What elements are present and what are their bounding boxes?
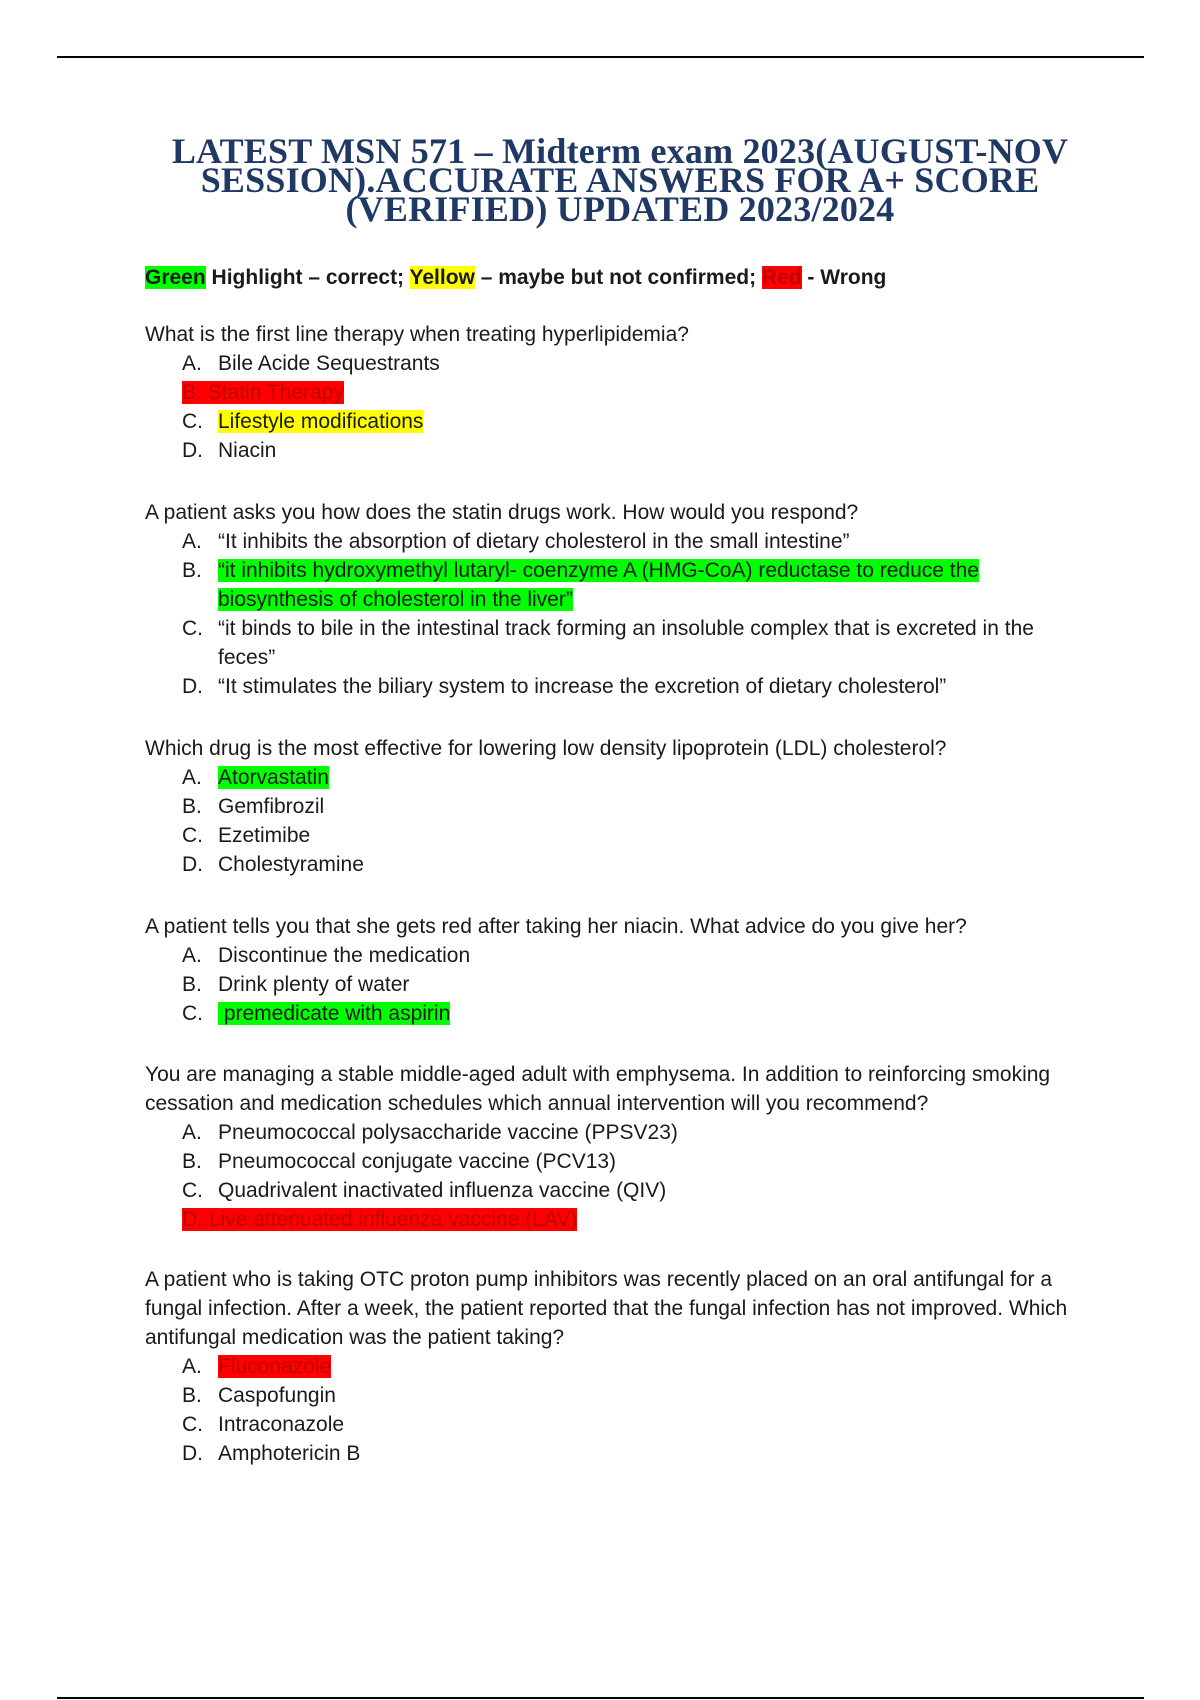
option-2b bbox=[145, 556, 1095, 614]
option-1b bbox=[145, 378, 1095, 407]
option-2d bbox=[145, 672, 1095, 701]
option-text-correct: Atorvastatin bbox=[218, 766, 329, 789]
question-3-options bbox=[145, 763, 1095, 879]
question-5-options bbox=[145, 1118, 1095, 1234]
option-4a bbox=[145, 941, 1095, 970]
option-6d bbox=[145, 1439, 1095, 1468]
option-text: Pneumococcal polysaccharide vaccine (PPSV23) bbox=[218, 1121, 678, 1144]
option-text-wrong: Fluconazole bbox=[218, 1355, 332, 1378]
question-4 bbox=[145, 912, 1095, 1028]
question-4-stem: A patient tells you that she gets red after taking her niacin. What advice do you give her? bbox=[145, 915, 967, 938]
bottom-rule bbox=[57, 1697, 1144, 1699]
option-letter: A. bbox=[182, 944, 202, 967]
question-5 bbox=[145, 1060, 1095, 1234]
question-3-stem: Which drug is the most effective for lowering low density lipoprotein (LDL) cholesterol? bbox=[145, 737, 947, 760]
legend-red-word: Red bbox=[761, 266, 802, 289]
top-rule bbox=[57, 56, 1144, 58]
option-letter: C. bbox=[182, 1002, 203, 1025]
option-letter: B. bbox=[182, 1150, 202, 1173]
option-2a bbox=[145, 527, 1095, 556]
option-letter: C. bbox=[182, 1179, 203, 1202]
option-text: Cholestyramine bbox=[218, 853, 364, 876]
option-text: Pneumococcal conjugate vaccine (PCV13) bbox=[218, 1150, 617, 1173]
option-text: Gemfibrozil bbox=[218, 795, 325, 818]
option-letter: C. bbox=[182, 824, 203, 847]
option-text: “it binds to bile in the intestinal track forming an insoluble complex that is excreted in the feces” bbox=[218, 617, 1034, 669]
option-4b bbox=[145, 970, 1095, 999]
option-1c bbox=[145, 407, 1095, 436]
option-3b bbox=[145, 792, 1095, 821]
option-letter: C. bbox=[182, 410, 203, 433]
question-6-stem: A patient who is taking OTC proton pump inhibitors was recently placed on an oral antifungal for a fungal infection. After a week, the patient reported that the fungal infection has not improved. Which antifungal medication was the patient taking? bbox=[145, 1268, 1068, 1349]
option-letter: A. bbox=[182, 530, 202, 553]
highlight-legend bbox=[145, 264, 886, 292]
question-1 bbox=[145, 320, 1095, 465]
option-3c bbox=[145, 821, 1095, 850]
option-letter: D. bbox=[182, 439, 203, 462]
question-2 bbox=[145, 498, 1095, 701]
option-letter: A. bbox=[182, 1355, 202, 1378]
document-title: LATEST MSN 571 – Midterm exam 2023(AUGUST-NOV SESSION).ACCURATE ANSWERS FOR A+ SCORE (VERIFIED) UPDATED 2023/2024 bbox=[171, 131, 1069, 229]
option-1a bbox=[145, 349, 1095, 378]
question-4-options bbox=[145, 941, 1095, 1028]
option-6c bbox=[145, 1410, 1095, 1439]
question-1-stem: What is the first line therapy when treating hyperlipidemia? bbox=[145, 323, 689, 346]
legend-red-text: - Wrong bbox=[801, 266, 887, 289]
option-text: Niacin bbox=[218, 439, 277, 462]
option-letter: A. bbox=[182, 766, 202, 789]
legend-green-text: Highlight – correct; bbox=[205, 266, 410, 289]
question-5-stem: You are managing a stable middle-aged adult with emphysema. In addition to reinforcing smoking cessation and medication schedules which annual intervention will you recommend? bbox=[145, 1063, 1051, 1115]
option-5b bbox=[145, 1147, 1095, 1176]
question-1-options bbox=[145, 349, 1095, 465]
option-text-correct: “it inhibits hydroxymethyl lutaryl- coenzyme A (HMG-CoA) reductase to reduce the biosynthesis of cholesterol in the liver” bbox=[218, 559, 979, 611]
option-text: Caspofungin bbox=[218, 1384, 336, 1407]
option-text: “It stimulates the biliary system to increase the excretion of dietary cholesterol” bbox=[218, 675, 947, 698]
option-5c bbox=[145, 1176, 1095, 1205]
option-5a bbox=[145, 1118, 1095, 1147]
option-letter: B. bbox=[182, 559, 202, 582]
option-letter: B. bbox=[182, 973, 202, 996]
option-letter: B. bbox=[182, 1384, 202, 1407]
option-text: “It inhibits the absorption of dietary cholesterol in the small intestine” bbox=[218, 530, 850, 553]
option-letter: C. bbox=[182, 1413, 203, 1436]
option-letter: A. bbox=[182, 352, 202, 375]
option-3a bbox=[145, 763, 1095, 792]
option-letter: A. bbox=[182, 1121, 202, 1144]
option-5d bbox=[145, 1205, 1095, 1234]
legend-green-word: Green bbox=[145, 266, 206, 289]
option-6b bbox=[145, 1381, 1095, 1410]
option-text: Intraconazole bbox=[218, 1413, 345, 1436]
option-letter: B. bbox=[182, 795, 202, 818]
option-3d bbox=[145, 850, 1095, 879]
option-text: Ezetimibe bbox=[218, 824, 311, 847]
option-letter: D. bbox=[182, 675, 203, 698]
question-3 bbox=[145, 734, 1095, 879]
question-2-stem: A patient asks you how does the statin drugs work. How would you respond? bbox=[145, 501, 859, 524]
option-text: Discontinue the medication bbox=[218, 944, 471, 967]
legend-yellow-word: Yellow bbox=[409, 266, 475, 289]
option-6a bbox=[145, 1352, 1095, 1381]
option-2c bbox=[145, 614, 1095, 672]
option-text: Drink plenty of water bbox=[218, 973, 410, 996]
option-text-correct: premedicate with aspirin bbox=[218, 1002, 451, 1025]
option-letter: D. bbox=[182, 853, 203, 876]
option-letter: C. bbox=[182, 617, 203, 640]
option-1d bbox=[145, 436, 1095, 465]
option-text: Bile Acide Sequestrants bbox=[218, 352, 440, 375]
option-text-maybe: Lifestyle modifications bbox=[218, 410, 424, 433]
option-text-wrong: D. Live attenuated influenza vaccine (LAV) bbox=[182, 1208, 578, 1231]
question-6-options bbox=[145, 1352, 1095, 1468]
question-2-options bbox=[145, 527, 1095, 701]
option-letter: D. bbox=[182, 1442, 203, 1465]
question-6 bbox=[145, 1265, 1095, 1468]
legend-yellow-text: – maybe but not confirmed; bbox=[474, 266, 762, 289]
option-text: Amphotericin B bbox=[218, 1442, 361, 1465]
option-4c bbox=[145, 999, 1095, 1028]
option-text: Quadrivalent inactivated influenza vaccine (QIV) bbox=[218, 1179, 667, 1202]
option-text-wrong: B. Statin Therapy bbox=[182, 381, 344, 404]
